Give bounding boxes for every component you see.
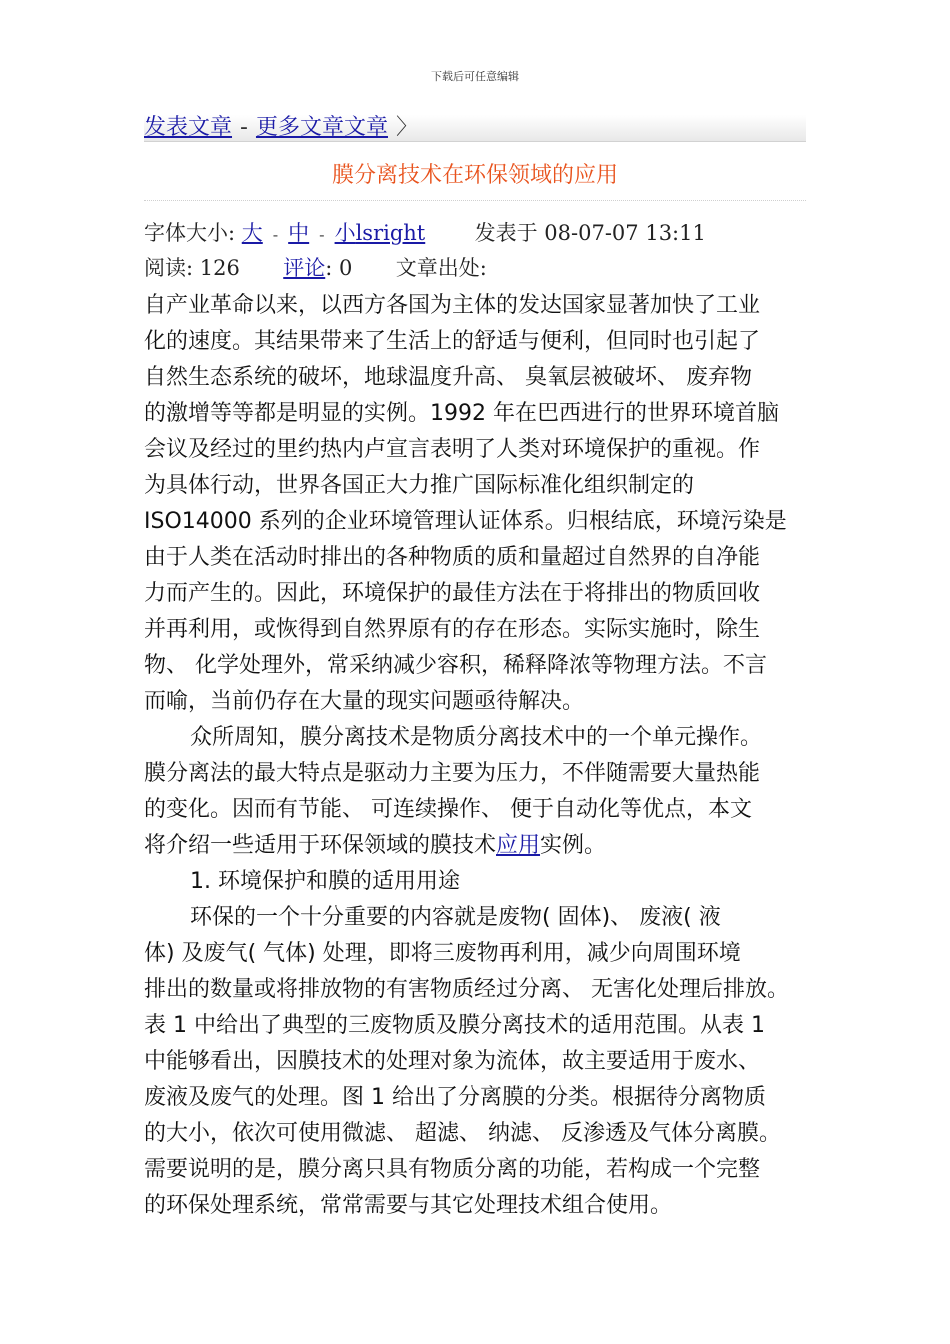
reads-label: 阅读: <box>144 256 194 280</box>
body-line: 的激增等等都是明显的实例。1992 年在巴西进行的世界环境首脑 <box>144 401 779 426</box>
author-link[interactable]: lsright <box>355 221 426 245</box>
body-line: 力而产生的。因此，环境保护的最佳方法在于将排出的物质回收 <box>144 581 761 606</box>
body-line: 排出的数量或将排放物的有害物质经过分离、 无害化处理后排放。 <box>144 977 789 1002</box>
article-meta-row-1 <box>144 218 706 250</box>
article-body <box>144 288 816 1224</box>
body-line <box>144 828 816 864</box>
publish-article-link[interactable]: 发表文章 <box>144 115 233 140</box>
font-size-label: 字体大小: <box>144 221 236 245</box>
body-line: 环保的一个十分重要的内容就是废物( 固体)、 废液( 液 <box>190 905 721 930</box>
title-divider <box>144 200 806 201</box>
section-heading: 1. 环境保护和膜的适用用途 <box>190 869 460 894</box>
more-articles-link[interactable]: 更多文章文章 <box>255 115 388 140</box>
body-line: 而喻，当前仍存在大量的现实问题亟待解决。 <box>144 689 585 714</box>
font-size-large-link[interactable]: 大 <box>241 221 263 245</box>
nav-separator: - <box>240 115 248 140</box>
page-header-note: 下载后可任意编辑 <box>431 70 519 83</box>
body-line: 为具体行动，世界各国正大力推广国际标准化组织制定的 <box>144 473 695 498</box>
font-size-small-link[interactable]: 小 <box>334 221 356 245</box>
article-meta-row-2 <box>144 253 487 283</box>
body-line: 中能够看出，因膜技术的处理对象为流体，故主要适用于废水、 <box>144 1049 761 1074</box>
article-nav-bar <box>144 115 806 142</box>
body-line: 体) 及废气( 气体) 处理，即将三废物再利用，减少向周围环境 <box>144 941 741 966</box>
source-label: 文章出处: <box>395 256 487 280</box>
body-line: 的变化。因而有节能、 可连续操作、 便于自动化等优点，本文 <box>144 797 752 822</box>
body-line: 化的速度。其结果带来了生活上的舒适与便利，但同时也引起了 <box>144 329 761 354</box>
body-text-segment: 将介绍一些适用于环保领域的膜技术 <box>144 833 497 858</box>
body-line: 膜分离法的最大特点是驱动力主要为压力，不伴随需要大量热能 <box>144 761 761 786</box>
body-line: 的大小，依次可使用微滤、 超滤、 纳滤、 反渗透及气体分离膜。 <box>144 1121 781 1146</box>
reads-count: 126 <box>199 256 240 280</box>
comments-link[interactable]: 评论 <box>283 256 326 280</box>
body-line: 自产业革命以来，以西方各国为主体的发达国家显著加快了工业 <box>144 293 761 318</box>
font-size-medium-link[interactable]: 中 <box>288 221 310 245</box>
body-line: 表 1 中给出了典型的三废物质及膜分离技术的适用范围。从表 1 <box>144 1013 765 1038</box>
body-text-segment: 实例。 <box>540 833 607 858</box>
published-time: 08-07-07 13:11 <box>544 221 706 245</box>
body-line: 自然生态系统的破坏，地球温度升高、 臭氧层被破坏、 废弃物 <box>144 365 752 390</box>
font-size-separator: - <box>272 225 279 244</box>
body-line: 需要说明的是，膜分离只具有物质分离的功能，若构成一个完整 <box>144 1157 761 1182</box>
application-link[interactable]: 应用 <box>496 833 541 858</box>
body-line: 并再利用，或恢得到自然界原有的存在形态。实际实施时，除生 <box>144 617 761 642</box>
font-size-separator: - <box>319 225 325 244</box>
body-line: 物、 化学处理外，常采纳减少容积，稀释降浓等物理方法。不言 <box>144 653 767 678</box>
body-line: 会议及经过的里约热内卢宣言表明了人类对环境保护的重视。作 <box>144 437 761 462</box>
chevron-right-icon[interactable]: 〉 <box>395 115 418 140</box>
comments-count: : 0 <box>325 256 353 280</box>
body-line: 废液及废气的处理。图 1 给出了分离膜的分类。根据待分离物质 <box>144 1085 766 1110</box>
body-line: ISO14000 系列的企业环境管理认证体系。归根结底，环境污染是 <box>144 509 787 534</box>
article-title: 膜分离技术在环保领域的应用 <box>331 163 618 188</box>
body-line: 由于人类在活动时排出的各种物质的质和量超过自然界的自净能 <box>144 545 761 570</box>
body-line: 的环保处理系统，常常需要与其它处理技术组合使用。 <box>144 1193 673 1218</box>
published-label: 发表于 <box>474 221 538 245</box>
body-line: 众所周知，膜分离技术是物质分离技术中的一个单元操作。 <box>190 725 763 750</box>
